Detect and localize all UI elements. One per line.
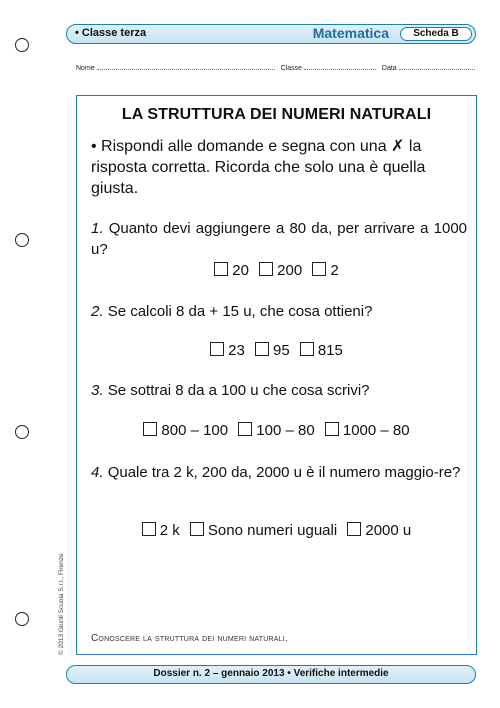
checkbox[interactable] [325, 422, 339, 436]
class-field-label: Classe [280, 65, 302, 72]
option[interactable] [255, 342, 290, 359]
option-label: 815 [317, 342, 343, 359]
worksheet-title: LA STRUTTURA DEI NUMERI NATURALI [121, 106, 432, 123]
question-text: Se calcoli 8 da + 15 u, che cosa ottieni? [107, 303, 373, 320]
name-field-line[interactable] [97, 63, 275, 70]
option[interactable] [238, 422, 314, 439]
question-number: 2. [91, 303, 104, 320]
question-text: Quale tra 2 k, 200 da, 2000 u è il numero maggio-re? [107, 464, 461, 481]
option[interactable] [190, 522, 337, 539]
binder-hole [15, 38, 29, 52]
name-field-label: Nome [76, 65, 95, 72]
question-1 [91, 218, 467, 260]
checkbox[interactable] [214, 262, 228, 276]
copyright-notice: © 2013 Giunti Scuola S.r.l., Firenze [58, 553, 65, 655]
question-2-options [77, 342, 476, 359]
footer-bar: Dossier n. 2 – gennaio 2013 • Verifiche intermedie [66, 665, 476, 684]
option[interactable] [325, 422, 410, 439]
checkbox[interactable] [238, 422, 252, 436]
class-field-line[interactable] [304, 63, 376, 70]
option[interactable] [142, 522, 180, 539]
question-number: 3. [91, 382, 104, 399]
option-label: 20 [232, 262, 249, 279]
header-bar [66, 24, 476, 44]
learning-objective: Conoscere la struttura dei numeri naturali. [91, 633, 288, 644]
sheet-badge: Scheda B [400, 27, 472, 41]
option-label: 2000 u [365, 522, 412, 539]
question-text: Quanto devi aggiungere a 80 da, per arrivare a 1000 u? [91, 220, 467, 258]
option[interactable] [214, 262, 249, 279]
checkbox[interactable] [142, 522, 156, 536]
checkbox[interactable] [347, 522, 361, 536]
option[interactable] [143, 422, 228, 439]
question-text: Se sottrai 8 da a 100 u che cosa scrivi? [107, 382, 370, 399]
binder-hole [15, 233, 29, 247]
checkbox[interactable] [255, 342, 269, 356]
checkbox[interactable] [312, 262, 326, 276]
option-label: 2 k [159, 522, 180, 539]
option-label: 2 [330, 262, 339, 279]
checkbox[interactable] [210, 342, 224, 356]
subject-label: Matematica [312, 25, 389, 41]
checkbox[interactable] [300, 342, 314, 356]
option-label: 23 [228, 342, 245, 359]
option-label: 200 [277, 262, 303, 279]
question-4 [91, 462, 467, 483]
option-label: 100 – 80 [256, 422, 315, 439]
question-number: 4. [91, 464, 104, 481]
student-info-line [76, 63, 476, 72]
option-label: Sono numeri uguali [207, 522, 338, 539]
option-label: 800 – 100 [161, 422, 229, 439]
option-label: 95 [272, 342, 290, 359]
option[interactable] [210, 342, 245, 359]
question-2 [91, 301, 467, 322]
worksheet-box [76, 95, 477, 655]
option-label: 1000 – 80 [342, 422, 410, 439]
option[interactable] [259, 262, 302, 279]
question-number: 1. [91, 220, 104, 237]
date-field-line[interactable] [399, 63, 475, 70]
class-level-label: • Classe terza [75, 27, 147, 39]
question-3 [91, 380, 467, 401]
checkbox[interactable] [190, 522, 204, 536]
question-3-options [77, 422, 476, 439]
question-4-options [77, 522, 476, 539]
option[interactable] [300, 342, 343, 359]
instruction-text: • Rispondi alle domande e segna con una ✗ la risposta corretta. Ricorda che solo una è quella giusta. [91, 138, 426, 197]
option[interactable] [347, 522, 411, 539]
date-field-label: Data [381, 65, 397, 72]
question-1-options [77, 262, 476, 279]
binder-hole [15, 425, 29, 439]
checkbox[interactable] [143, 422, 157, 436]
binder-hole [15, 612, 29, 626]
checkbox[interactable] [259, 262, 273, 276]
option[interactable] [312, 262, 338, 279]
